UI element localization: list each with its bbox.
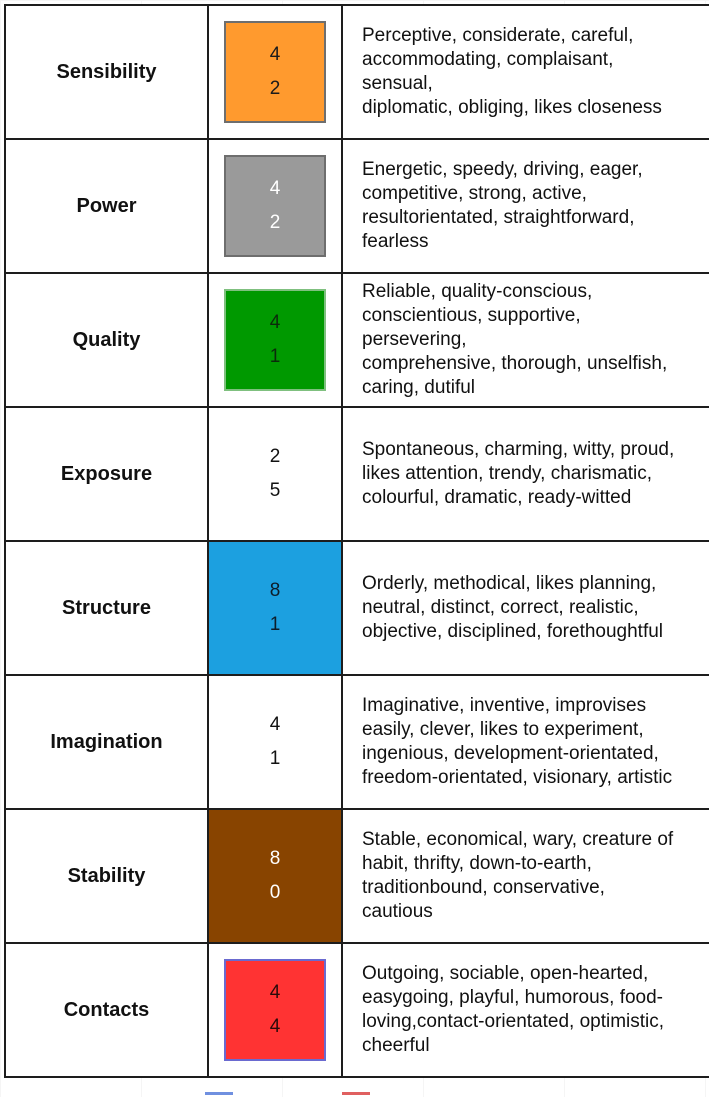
score-fill-brown bbox=[209, 810, 341, 942]
trait-name: Power bbox=[5, 139, 208, 273]
trait-name: Structure bbox=[5, 541, 208, 675]
description-line: Reliable, quality-conscious, bbox=[362, 281, 593, 302]
trait-name: Exposure bbox=[5, 407, 208, 541]
score-top: 8 bbox=[269, 580, 281, 601]
score-cell bbox=[208, 407, 342, 541]
score-swatch-red bbox=[224, 959, 326, 1061]
description-line: conscientious, supportive, bbox=[362, 305, 581, 326]
description-line: persevering, bbox=[362, 329, 467, 350]
table-row bbox=[5, 809, 709, 943]
table-row bbox=[5, 675, 709, 809]
score-top: 2 bbox=[269, 446, 281, 467]
score-bottom: 4 bbox=[269, 1016, 281, 1037]
trait-description bbox=[342, 407, 709, 541]
trait-name: Imagination bbox=[5, 675, 208, 809]
description-line: resultorientated, straightforward, bbox=[362, 207, 635, 228]
description-line: habit, thrifty, down-to-earth, bbox=[362, 853, 592, 874]
trait-name: Contacts bbox=[5, 943, 208, 1077]
description-line: fearless bbox=[362, 231, 429, 252]
description-line: cheerful bbox=[362, 1035, 430, 1056]
description-line: Energetic, speedy, driving, eager, bbox=[362, 159, 643, 180]
table-row bbox=[5, 407, 709, 541]
score-swatch-green bbox=[224, 289, 326, 391]
personality-traits-table bbox=[4, 4, 709, 1078]
description-line: caring, dutiful bbox=[362, 377, 476, 398]
description-line: diplomatic, obliging, likes closeness bbox=[362, 97, 662, 118]
score-top: 8 bbox=[269, 848, 281, 869]
score-cell bbox=[208, 139, 342, 273]
score-bottom: 0 bbox=[269, 882, 281, 903]
score-plain bbox=[209, 408, 341, 540]
trait-description bbox=[342, 675, 709, 809]
selection-handle-red bbox=[342, 1092, 370, 1095]
trait-description bbox=[342, 273, 709, 407]
score-top: 4 bbox=[269, 982, 281, 1003]
description-line: Stable, economical, wary, creature of bbox=[362, 829, 674, 850]
score-bottom: 2 bbox=[269, 212, 281, 233]
score-top: 4 bbox=[269, 44, 281, 65]
trait-name: Sensibility bbox=[5, 5, 208, 139]
table-row bbox=[5, 5, 709, 139]
description-line: neutral, distinct, correct, realistic, bbox=[362, 597, 639, 618]
score-top: 4 bbox=[269, 714, 281, 735]
description-line: Imaginative, inventive, improvises bbox=[362, 695, 647, 716]
trait-description bbox=[342, 5, 709, 139]
score-bottom: 1 bbox=[269, 346, 281, 367]
description-line: freedom-orientated, visionary, artistic bbox=[362, 767, 673, 788]
trait-description bbox=[342, 943, 709, 1077]
description-line: likes attention, trendy, charismatic, bbox=[362, 463, 653, 484]
description-line: ingenious, development-orientated, bbox=[362, 743, 659, 764]
score-fill-blue bbox=[209, 542, 341, 674]
description-line: traditionbound, conservative, bbox=[362, 877, 605, 898]
score-cell bbox=[208, 809, 342, 943]
description-line: objective, disciplined, forethoughtful bbox=[362, 621, 664, 642]
trait-name: Quality bbox=[5, 273, 208, 407]
description-line: competitive, strong, active, bbox=[362, 183, 587, 204]
description-line: comprehensive, thorough, unselfish, bbox=[362, 353, 668, 374]
score-cell bbox=[208, 5, 342, 139]
score-cell bbox=[208, 273, 342, 407]
score-swatch-orange bbox=[224, 21, 326, 123]
description-line: loving,contact-orientated, optimistic, bbox=[362, 1011, 665, 1032]
trait-description bbox=[342, 809, 709, 943]
score-cell bbox=[208, 675, 342, 809]
score-plain bbox=[209, 676, 341, 808]
trait-description bbox=[342, 541, 709, 675]
score-bottom: 5 bbox=[269, 480, 281, 501]
trait-description bbox=[342, 139, 709, 273]
table-row bbox=[5, 541, 709, 675]
description-line: Orderly, methodical, likes planning, bbox=[362, 573, 657, 594]
score-top: 4 bbox=[269, 312, 281, 333]
score-bottom: 1 bbox=[269, 748, 281, 769]
description-line: accommodating, complaisant, bbox=[362, 49, 614, 70]
table-row bbox=[5, 943, 709, 1077]
description-line: easygoing, playful, humorous, food- bbox=[362, 987, 664, 1008]
score-top: 4 bbox=[269, 178, 281, 199]
table-row bbox=[5, 139, 709, 273]
score-bottom: 2 bbox=[269, 78, 281, 99]
description-line: sensual, bbox=[362, 73, 433, 94]
trait-name: Stability bbox=[5, 809, 208, 943]
description-line: Perceptive, considerate, careful, bbox=[362, 25, 634, 46]
table-row bbox=[5, 273, 709, 407]
description-line: easily, clever, likes to experiment, bbox=[362, 719, 644, 740]
score-cell bbox=[208, 541, 342, 675]
description-line: Outgoing, sociable, open-hearted, bbox=[362, 963, 649, 984]
description-line: Spontaneous, charming, witty, proud, bbox=[362, 439, 675, 460]
selection-handle-blue bbox=[205, 1092, 233, 1095]
score-bottom: 1 bbox=[269, 614, 281, 635]
description-line: colourful, dramatic, ready-witted bbox=[362, 487, 632, 508]
description-line: cautious bbox=[362, 901, 433, 922]
score-swatch-gray bbox=[224, 155, 326, 257]
score-cell bbox=[208, 943, 342, 1077]
